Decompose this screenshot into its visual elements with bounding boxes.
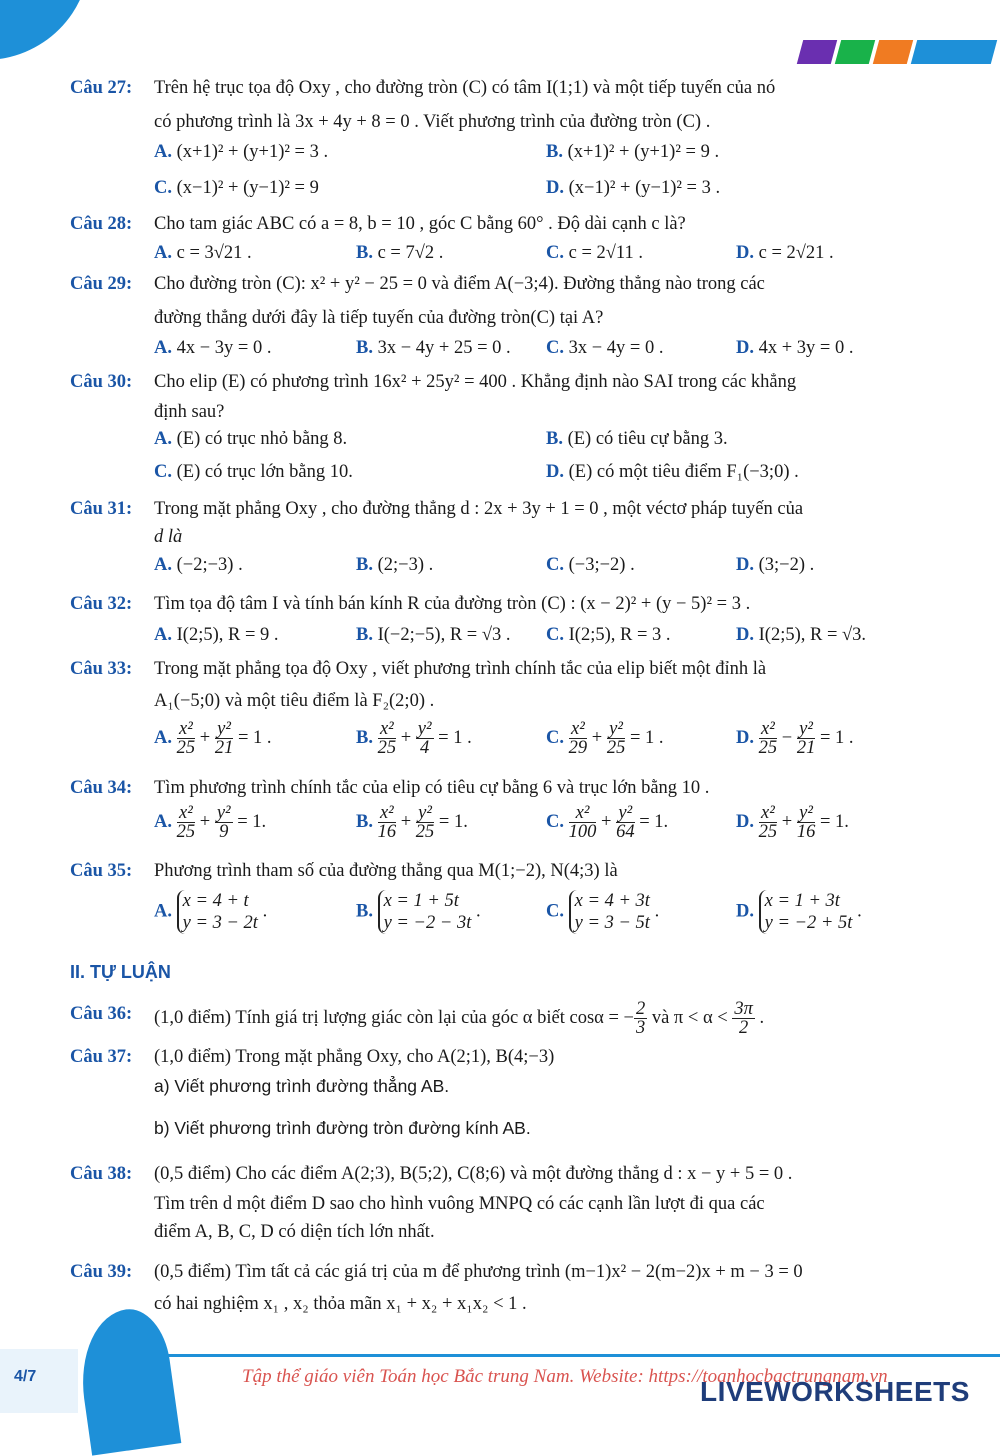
option-a[interactable]: A. $\frac{\text{x²}}{25}$ + $\frac{\text{y²}}{21}$ = 1 . [154, 719, 272, 758]
option-a[interactable]: A. (E) có trục nhỏ bằng 8. [154, 429, 348, 449]
question-label: Câu 35: [70, 861, 133, 881]
question-text: Tìm tọa độ tâm I và tính bán kính R của đường tròn (C) : (x − 2)² + (y − 5)² = 3 . [154, 594, 751, 614]
option-a[interactable]: A. I(2;5), R = 9 . [154, 625, 279, 645]
green-bar [835, 40, 875, 64]
option-c[interactable]: C. $\frac{\text{x²}}{29}$ + $\frac{\text{y²}}{25}$ = 1 . [546, 719, 664, 758]
question-33 [70, 655, 930, 715]
section-title: II. TỰ LUẬN [70, 962, 171, 982]
footer-text: Tập thể giáo viên Toán học Bắc trung Nam. Website: https://toanhocbactrungnam.vn [242, 1366, 888, 1387]
question-text: Trong mặt phẳng Oxy , cho đường thẳng d : 2x + 3y + 1 = 0 , một véctơ pháp tuyến của [154, 499, 804, 519]
option-b[interactable]: B. (x+1)² + (y+1)² = 9 . [546, 142, 720, 162]
question-text: (0,5 điểm) Tìm tất cả các giá trị của m để phương trình (m−1)x² − 2(m−2)x + m − 3 = 0 [154, 1262, 803, 1282]
option-d[interactable]: D. c = 2√21 . [736, 243, 834, 263]
question-label: Câu 37: [70, 1047, 133, 1067]
option-a[interactable]: A. c = 3√21 . [154, 243, 252, 263]
question-label: Câu 32: [70, 594, 133, 614]
question-text: Trên hệ trục tọa độ Oxy , cho đường tròn (C) có tâm I(1;1) và một tiếp tuyến của nó [154, 78, 776, 98]
option-d[interactable]: D. $\frac{\text{x²}}{25}$ + $\frac{\text{y²}}{16}$ = 1. [736, 803, 849, 842]
option-c[interactable]: C. c = 2√11 . [546, 243, 643, 263]
question-text: A₁(−5;0) và một tiêu điểm là F₂(2;0) . [154, 691, 435, 711]
option-b[interactable]: B. I(−2;−5), R = √3 . [356, 625, 511, 645]
question-28 [70, 210, 930, 238]
question-text: Cho đường tròn (C): x² + y² − 25 = 0 và điểm A(−3;4). Đường thẳng nào trong các [154, 274, 765, 294]
question-label: Câu 30: [70, 372, 133, 392]
question-34 [70, 774, 930, 802]
option-c[interactable]: C. (x−1)² + (y−1)² = 9 [154, 178, 319, 198]
purple-bar [797, 40, 837, 64]
option-b[interactable]: B. $\frac{\text{x²}}{16}$ + $\frac{\text{y²}}{25}$ = 1. [356, 803, 468, 842]
orange-bar [873, 40, 913, 64]
question-29 [70, 270, 930, 332]
option-a[interactable]: A. (−2;−3) . [154, 555, 243, 575]
question-32 [70, 590, 930, 618]
option-c[interactable]: C. (−3;−2) . [546, 555, 635, 575]
question-text: Phương trình tham số của đường thẳng qua M(1;−2), N(4;3) là [154, 861, 618, 881]
question-35 [70, 857, 930, 885]
question-text: (1,0 điểm) Trong mặt phẳng Oxy, cho A(2;1), B(4;−3) [154, 1047, 555, 1067]
option-a[interactable]: A. x = 4 + t y = 3 − 2t . [154, 891, 268, 933]
option-b[interactable]: B. (2;−3) . [356, 555, 434, 575]
question-text: (0,5 điểm) Cho các điểm A(2;3), B(5;2), C(8;6) và một đường thẳng d : x − y + 5 = 0 . [154, 1164, 793, 1184]
question-text: Cho tam giác ABC có a = 8, b = 10 , góc C bằng 60° . Độ dài cạnh c là? [154, 214, 686, 234]
question-label: Câu 28: [70, 214, 133, 234]
question-label: Câu 29: [70, 274, 133, 294]
option-c[interactable]: C. x = 4 + 3t y = 3 − 5t . [546, 891, 660, 933]
option-c[interactable]: C. I(2;5), R = 3 . [546, 625, 671, 645]
question-39 [70, 1258, 930, 1318]
footer-curve-decoration [73, 1304, 182, 1455]
option-b[interactable]: B. c = 7√2 . [356, 243, 444, 263]
option-d[interactable]: D. 4x + 3y = 0 . [736, 338, 854, 358]
option-b[interactable]: B. 3x − 4y + 25 = 0 . [356, 338, 511, 358]
blue-bar [911, 40, 997, 64]
liveworksheets-logo[interactable]: LIVEWORKSHEETS [700, 1376, 970, 1407]
option-b[interactable]: B. (E) có tiêu cự bằng 3. [546, 429, 728, 449]
fraction: $\frac{2}{3}$ [635, 999, 646, 1038]
page-number: 4/7 [14, 1368, 37, 1385]
question-text: đường thẳng dưới đây là tiếp tuyến của đường tròn(C) tại A? [154, 308, 604, 328]
question-text: có hai nghiệm x₁ , x₂ thỏa mãn x₁ + x₂ + x₁x₂ < 1 . [154, 1294, 527, 1314]
question-36: Câu 36: (1,0 điểm) Tính giá trị lượng giác còn lại của góc α biết cosα = − $\frac{2}{3}$ và π < α < $\frac{3\pi}{2}$ . [70, 999, 765, 1038]
question-label: Câu 36: [70, 1004, 133, 1024]
question-label: Câu 34: [70, 778, 133, 798]
option-a[interactable]: A. 4x − 3y = 0 . [154, 338, 272, 358]
question-text: Trong mặt phẳng tọa độ Oxy , viết phương trình chính tắc của elip biết một đỉnh là [154, 659, 767, 679]
sub-question-b: b) Viết phương trình đường tròn đường kính AB. [154, 1118, 531, 1138]
question-text: d là [154, 527, 183, 547]
corner-decoration [0, 0, 90, 60]
option-a[interactable]: A. $\frac{\text{x²}}{25}$ + $\frac{\text{y²}}{9}$ = 1. [154, 803, 267, 842]
question-label: Câu 38: [70, 1164, 133, 1184]
question-label: Câu 39: [70, 1262, 133, 1282]
question-37 [70, 1043, 930, 1071]
question-text: Cho elip (E) có phương trình 16x² + 25y² = 400 . Khẳng định nào SAI trong các khẳng [154, 372, 797, 392]
option-b[interactable]: B. x = 1 + 5t y = −2 − 3t . [356, 891, 481, 933]
question-30 [70, 368, 930, 426]
question-label: Câu 31: [70, 499, 133, 519]
question-text: điểm A, B, C, D có diện tích lớn nhất. [154, 1222, 435, 1242]
option-d[interactable]: D. (3;−2) . [736, 555, 815, 575]
question-text: định sau? [154, 402, 225, 422]
question-31 [70, 495, 930, 551]
question-text: Tìm trên d một điểm D sao cho hình vuông MNPQ có các cạnh lần lượt đi qua các [154, 1194, 765, 1214]
option-d[interactable]: D. $\frac{\text{x²}}{25}$ − $\frac{\text{y²}}{21}$ = 1 . [736, 719, 854, 758]
option-c[interactable]: C. $\frac{\text{x²}}{100}$ + $\frac{\text{y²}}{64}$ = 1. [546, 803, 669, 842]
question-text: (1,0 điểm) Tính giá trị lượng giác còn lại của góc α biết cosα = − [154, 1007, 634, 1028]
sub-question-a: a) Viết phương trình đường thẳng AB. [154, 1076, 450, 1096]
question-27 [70, 74, 930, 136]
option-a[interactable]: A. (x+1)² + (y+1)² = 3 . [154, 142, 329, 162]
question-38 [70, 1160, 930, 1246]
option-c[interactable]: C. 3x − 4y = 0 . [546, 338, 664, 358]
option-c[interactable]: C. (E) có trục lớn bằng 10. [154, 462, 353, 482]
option-b[interactable]: B. $\frac{\text{x²}}{25}$ + $\frac{\text{y²}}{4}$ = 1 . [356, 719, 472, 758]
option-d[interactable]: D. I(2;5), R = √3. [736, 625, 867, 645]
option-d[interactable]: D. (E) có một tiêu điểm F₁(−3;0) . [546, 462, 799, 482]
option-d[interactable]: D. (x−1)² + (y−1)² = 3 . [546, 178, 721, 198]
fraction: $\frac{3\pi}{2}$ [734, 999, 753, 1038]
option-d[interactable]: D. x = 1 + 3t y = −2 + 5t . [736, 891, 862, 933]
footer-line [160, 1354, 1000, 1357]
question-label: Câu 33: [70, 659, 133, 679]
question-text: Tìm phương trình chính tắc của elip có tiêu cự bằng 6 và trục lớn bằng 10 . [154, 778, 710, 798]
header-color-bars [800, 40, 994, 64]
footer-tab [0, 1349, 78, 1413]
question-text: có phương trình là 3x + 4y + 8 = 0 . Viết phương trình của đường tròn (C) . [154, 112, 711, 132]
question-label: Câu 27: [70, 78, 133, 98]
